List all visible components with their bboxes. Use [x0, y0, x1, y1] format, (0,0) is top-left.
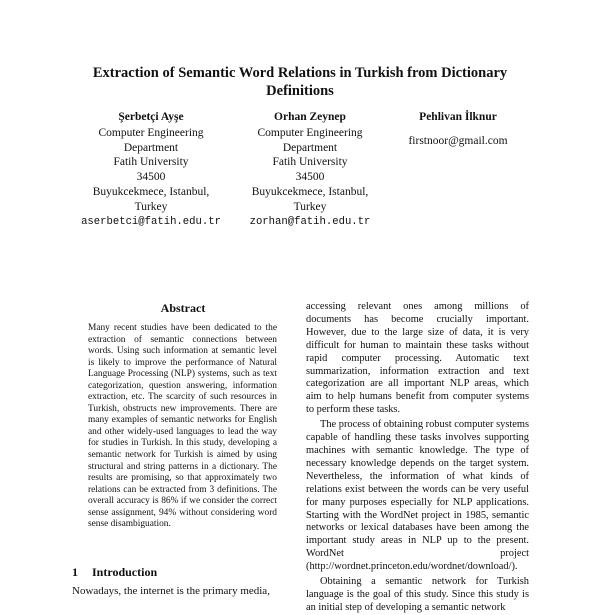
affiliation-line: Computer Engineering [98, 126, 204, 139]
section-heading [72, 565, 157, 580]
section-number: 1 [72, 565, 78, 579]
affiliation-line: Computer Engineering [257, 126, 363, 139]
right-column [306, 301, 529, 615]
author-name: Pehlivan İlknur [419, 111, 497, 123]
author-name: Şerbetçi Ayşe [118, 111, 184, 123]
author-name: Orhan Zeynep [274, 111, 346, 123]
author-email: aserbetci@fatih.edu.tr [81, 215, 221, 228]
affiliation-line: Buyukcekmece, Istanbul, [251, 185, 369, 198]
section-title: Introduction [92, 565, 158, 579]
affiliation-line: Fatih University [272, 156, 348, 169]
body-paragraph: accessing relevant ones among millions of documents has become crucially important. However, due to the large size of data, it is very difficult for human to maintain these tasks without rapid computer processing. Automatic text summarization, information extraction and text categorization are all important NLP areas, which aim to help humans benefit from computer systems to perform these tasks. [306, 301, 529, 416]
affiliation-line: 34500 [295, 171, 325, 184]
author-email: zorhan@fatih.edu.tr [249, 215, 371, 228]
affiliation-line: Department [123, 141, 179, 154]
paper-title: Extraction of Semantic Word Relations in Turkish from Dictionary Definitions [92, 65, 508, 99]
affiliation-line: Department [282, 141, 338, 154]
affiliation-line: 34500 [136, 171, 166, 184]
body-paragraph: The process of obtaining robust computer systems capable of handling these tasks involves supporting machines with semantic knowledge. The type of necessary knowledge depends on the target system. Nevertheless, the information of what kinds of relations exist between the words can be very useful for many purposes especially for NLP applications. Starting with the WordNet project in 1985, semantic networks or lexical databases have been among the important study areas in NLP up to the present. WordNet project (http://wordnet.princeton.edu/wordnet/download/). [306, 419, 529, 573]
author-email: firstnoor@gmail.com [408, 134, 508, 147]
affiliation-line: Turkey [134, 200, 168, 213]
body-paragraph: Obtaining a semantic network for Turkish language is the goal of this study. Since this study is an initial step of developing a semantic network [306, 576, 529, 613]
abstract-text: Many recent studies have been dedicated to the extraction of semantic connections between words. Using such information at semantic level is likely to improve the performance of Natural Language Processing (NLP) systems, such as text categorization, question answering, information extraction, etc. The scarcity of such resources in Turkish, obstructs new improvements. There are many examples of semantic networks for English and other widely-used languages to lead the way for studies in Turkish. In this study, developing a semantic network for Turkish is aimed by using structural and string patterns in a dictionary. The results are promising, so that approximately two relations can be extracted from 3 definitions. The overall accuracy is 86% if we consider the correct sense assignment, 94% without considering word sense disambiguation. [88, 323, 277, 530]
author-block-1 [66, 110, 236, 229]
abstract-heading: Abstract [160, 301, 206, 315]
affiliation-line: Buyukcekmece, Istanbul, [92, 185, 210, 198]
author-block-2 [226, 110, 394, 229]
affiliation-line: Turkey [293, 200, 327, 213]
intro-first-line: Nowadays, the internet is the primary media, [72, 585, 270, 597]
author-block-3 [378, 110, 538, 149]
affiliation-line: Fatih University [113, 156, 189, 169]
